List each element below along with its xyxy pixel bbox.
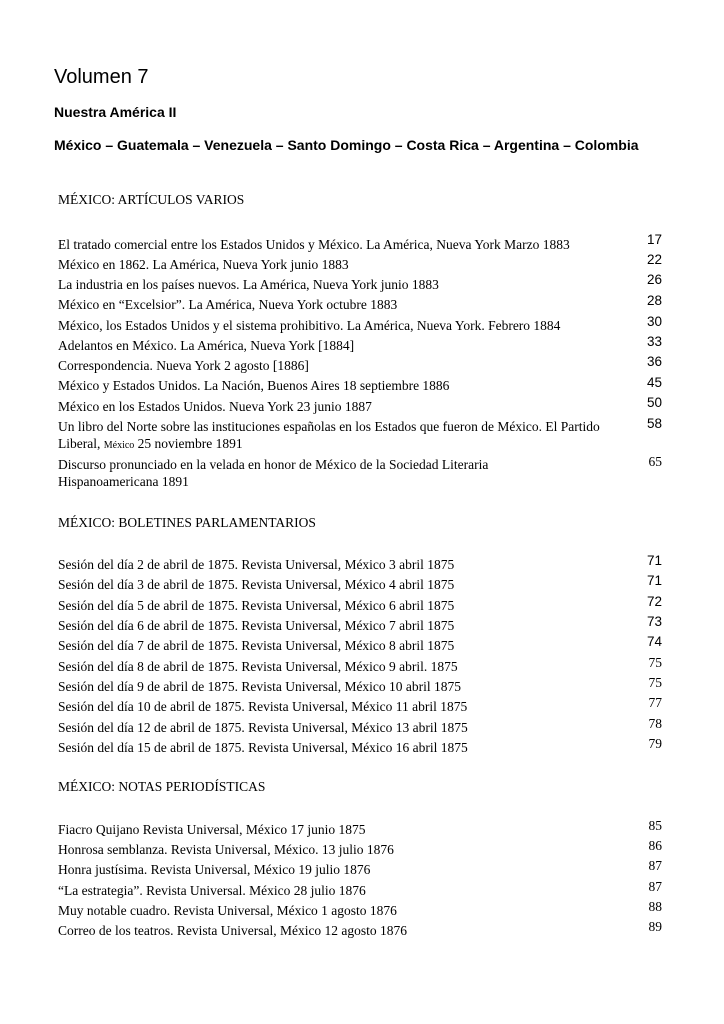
toc-entry (58, 556, 618, 573)
page-number: 58 (646, 416, 662, 431)
page-number: 87 (648, 858, 662, 873)
entry-title: Correo de los teatros. Revista Universal, México 12 agosto 1876 (58, 923, 408, 938)
toc-entry (58, 678, 618, 695)
entry-title: Sesión del día 12 de abril de 1875. Revista Universal, México 13 abril 1875 (58, 720, 468, 735)
toc-entry (58, 658, 618, 675)
page-number: 36 (646, 354, 662, 369)
page-number: 28 (646, 293, 662, 308)
toc-entry (58, 256, 618, 273)
page-number: 22 (646, 252, 662, 267)
page-number: 33 (646, 334, 662, 349)
page-number: 77 (648, 695, 662, 710)
entry-title: México en 1862. La América, Nueva York junio 1883 (58, 257, 349, 272)
countries-heading: México – Guatemala – Venezuela – Santo Domingo – Costa Rica – Argentina – Colombia (54, 137, 639, 153)
entry-title: El tratado comercial entre los Estados Unidos y México. La América, Nueva York Marzo 1883 (58, 237, 570, 252)
toc-entry (58, 418, 614, 454)
page-number: 17 (646, 232, 662, 247)
toc-entry (58, 296, 618, 313)
toc-entry (58, 357, 618, 374)
entry-title: Honra justísima. Revista Universal, México 19 julio 1876 (58, 862, 371, 877)
entry-title: Discurso pronunciado en la velada en honor de México de la Sociedad Literaria Hispanoamericana 1891 (58, 457, 489, 489)
page-number: 73 (646, 614, 662, 629)
toc-entry (58, 698, 618, 715)
entry-title: “La estrategia”. Revista Universal. México 28 julio 1876 (58, 883, 366, 898)
page-number: 26 (646, 272, 662, 287)
page-number: 71 (646, 553, 662, 568)
entry-title: Sesión del día 8 de abril de 1875. Revista Universal, México 9 abril. 1875 (58, 659, 458, 674)
entry-title: México en los Estados Unidos. Nueva York 23 junio 1887 (58, 399, 372, 414)
entry-title: Sesión del día 5 de abril de 1875. Revista Universal, México 6 abril 1875 (58, 598, 455, 613)
toc-entry (58, 739, 618, 756)
page-number: 79 (648, 736, 662, 751)
toc-entry (58, 337, 618, 354)
entry-title-small: México (103, 440, 135, 451)
entry-title: La industria en los países nuevos. La América, Nueva York junio 1883 (58, 277, 439, 292)
entry-title-date: 25 noviembre 1891 (137, 436, 243, 451)
entry-title: México en “Excelsior”. La América, Nueva York octubre 1883 (58, 297, 398, 312)
toc-entry (58, 821, 618, 838)
toc-entry (58, 317, 618, 334)
page-number: 75 (648, 655, 662, 670)
toc-entry (58, 617, 618, 634)
entry-title: Honrosa semblanza. Revista Universal, México. 13 julio 1876 (58, 842, 394, 857)
volume-subtitle: Nuestra América II (54, 104, 177, 120)
page-number: 75 (648, 675, 662, 690)
toc-entry (58, 377, 618, 394)
page-number: 72 (646, 594, 662, 609)
section-heading: MÉXICO: BOLETINES PARLAMENTARIOS (58, 515, 316, 530)
toc-entry (58, 398, 618, 415)
page-number: 85 (648, 818, 662, 833)
toc-entry (58, 841, 618, 858)
page-number: 65 (648, 454, 662, 469)
toc-entry (58, 597, 618, 614)
entry-title: Sesión del día 15 de abril de 1875. Revista Universal, México 16 abril 1875 (58, 740, 468, 755)
entry-title: México, los Estados Unidos y el sistema prohibitivo. La América, Nueva York. Febrero 1884 (58, 318, 561, 333)
toc-entry (58, 276, 618, 293)
toc-entry (58, 719, 618, 736)
toc-entry (58, 456, 558, 490)
toc-entry (58, 922, 618, 939)
entry-title: Sesión del día 9 de abril de 1875. Revista Universal, México 10 abril 1875 (58, 679, 462, 694)
section-heading: MÉXICO: NOTAS PERIODÍSTICAS (58, 779, 266, 794)
entry-title: Fiacro Quijano Revista Universal, México 17 junio 1875 (58, 822, 366, 837)
page-number: 87 (648, 879, 662, 894)
page-number: 74 (646, 634, 662, 649)
toc-entry (58, 576, 618, 593)
entry-title: Sesión del día 2 de abril de 1875. Revista Universal, México 3 abril 1875 (58, 557, 455, 572)
page-number: 45 (646, 375, 662, 390)
page-number: 89 (648, 919, 662, 934)
page-number: 78 (648, 716, 662, 731)
section-heading: MÉXICO: ARTÍCULOS VARIOS (58, 192, 245, 207)
page-number: 71 (646, 573, 662, 588)
volume-title: Volumen 7 (54, 66, 149, 88)
toc-entry (58, 637, 618, 654)
entry-title: Sesión del día 7 de abril de 1875. Revista Universal, México 8 abril 1875 (58, 638, 455, 653)
entry-title: Muy notable cuadro. Revista Universal, México 1 agosto 1876 (58, 903, 397, 918)
toc-entry (58, 861, 618, 878)
entry-title: Un libro del Norte sobre las instituciones españolas en los Estados que fueron de México. El Partido Liberal, (58, 419, 600, 451)
toc-entry (58, 882, 618, 899)
entry-title: Sesión del día 10 de abril de 1875. Revista Universal, México 11 abril 1875 (58, 699, 468, 714)
page-number: 30 (646, 314, 662, 329)
toc-entry (58, 902, 618, 919)
page-number: 88 (648, 899, 662, 914)
entry-title: México y Estados Unidos. La Nación, Buenos Aires 18 septiembre 1886 (58, 378, 450, 393)
page-number: 50 (646, 395, 662, 410)
entry-title: Sesión del día 6 de abril de 1875. Revista Universal, México 7 abril 1875 (58, 618, 455, 633)
entry-title: Sesión del día 3 de abril de 1875. Revista Universal, México 4 abril 1875 (58, 577, 455, 592)
entry-title: Adelantos en México. La América, Nueva York [1884] (58, 338, 355, 353)
page-number: 86 (648, 838, 662, 853)
entry-title: Correspondencia. Nueva York 2 agosto [1886] (58, 358, 309, 373)
toc-entry (58, 236, 618, 253)
